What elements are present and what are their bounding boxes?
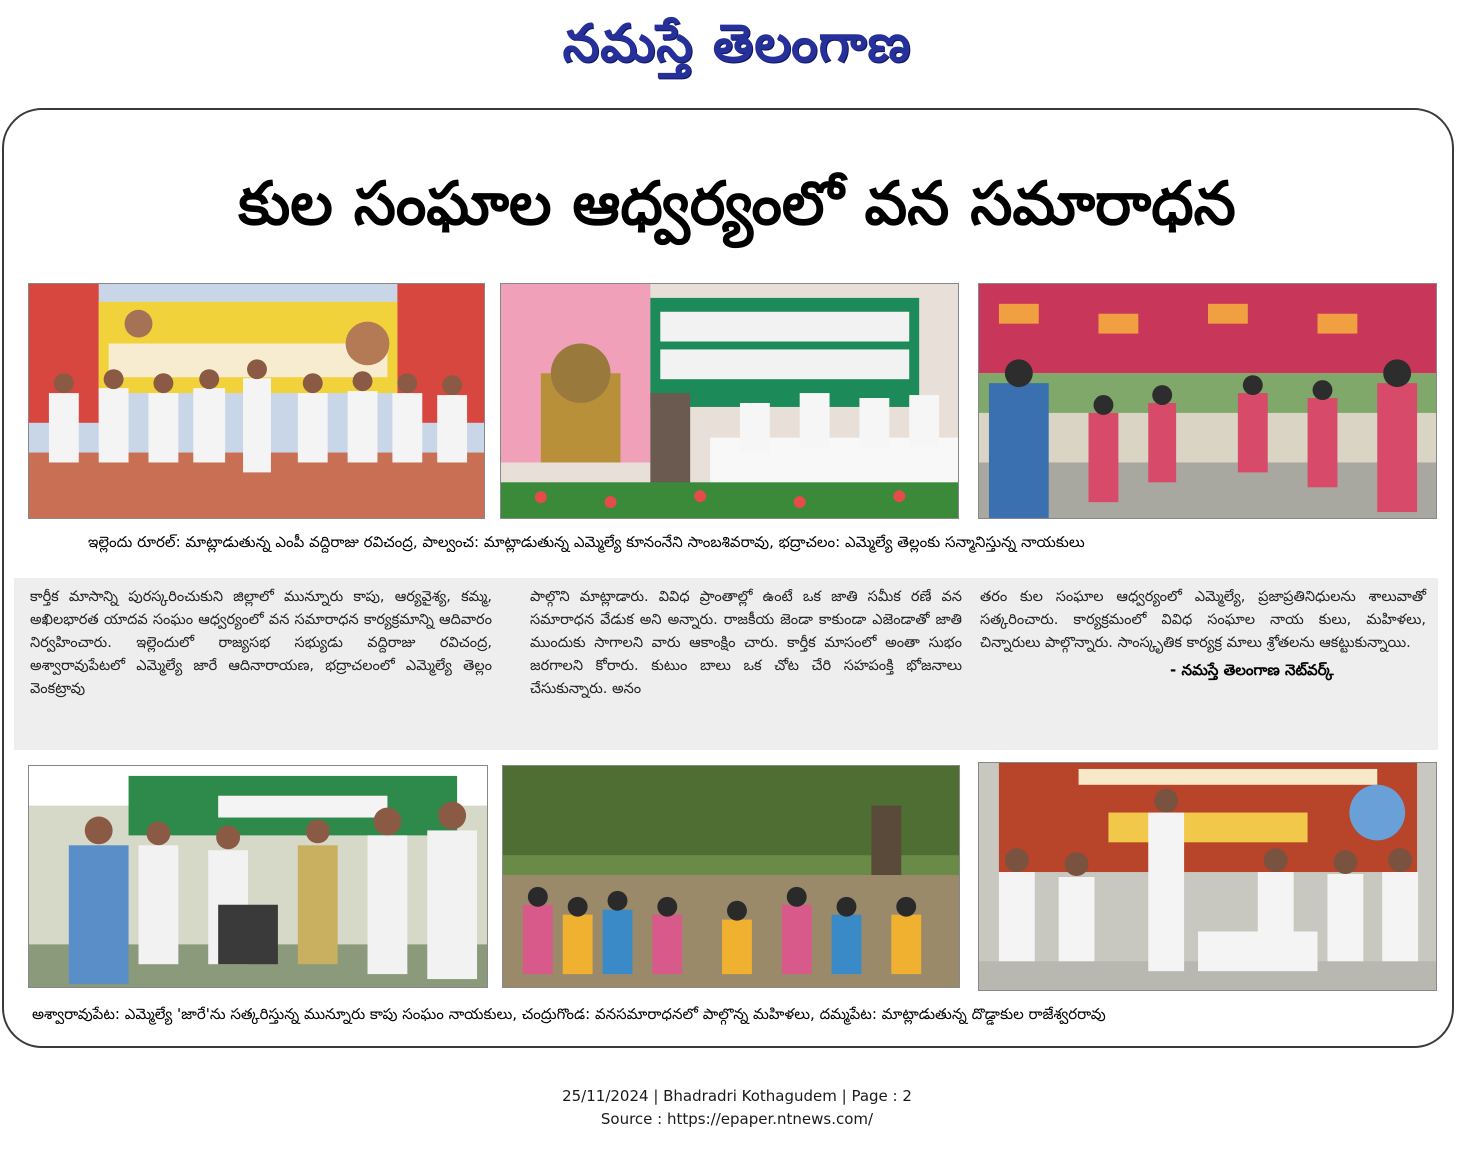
article-byline: - నమస్తే తెలంగాణ నెట్‌వర్క్ bbox=[1170, 661, 1334, 679]
photo-ashwaraopeta-felicitation bbox=[28, 765, 488, 988]
photo-ellandu-stage bbox=[28, 283, 485, 519]
newspaper-masthead: నమస్తే తెలంగాణ bbox=[562, 13, 912, 74]
article-column-2: పాల్గొని మాట్లాడారు. వివిధ ప్రాంతాల్లో ఉంటే ఒక జాతి సమీక రణే వన సమారాధన వేడుక అని అన్నారు. రాజకీయ జెండా కాకుండా ఎజెండాతో జాతి ముందుకు సాగాలని వారు ఆకాంక్షిం చారు. కార్తీక మాసంలో అంతా సుభం జరగాలని కోరారు. కుటుం బాలు ఒక చోట చేరి సహపంక్తి భోజనాలు చేసుకున్నారు. అనం bbox=[530, 589, 962, 697]
article-headline: కుల సంఘాల ఆధ్వర్యంలో వన సమారాధన bbox=[238, 169, 1236, 239]
article-column-3: తరం కుల సంఘాల ఆధ్వర్యంలో ఎమ్మెల్యే, ప్రజాప్రతినిధులను శాలువాతో సత్కరించారు. కార్యక్రమంలో వివిధ సంఘాల నాయ కులు, మహిళలు, చిన్నారులు పాల్గొన్నారు. సాంస్కృతిక కార్యక్ర మాలు శ్రోతలను ఆకట్టుకున్నాయి. - నమస్తే తెలంగాణ నెట్‌వర్క్ bbox=[980, 586, 1426, 682]
photo-bhadrachalam-tent bbox=[978, 283, 1437, 519]
photo-palvancha-podium bbox=[500, 283, 959, 519]
photo-dammapeta-stage bbox=[978, 762, 1437, 991]
footer-date-edition-page: 25/11/2024 | Bhadradri Kothagudem | Page : 2 bbox=[562, 1087, 912, 1105]
article-body bbox=[14, 578, 1438, 750]
article-column-1: కార్తీక మాసాన్ని పురస్కరించుకుని జిల్లాలో మున్నూరు కాపు, ఆర్యవైశ్య, కమ్మ, అఖిలభారత యాదవ సంఘం ఆధ్వర్యంలో వన సమారాధన కార్యక్రమాన్ని ఆదివారం నిర్వహించారు. ఇల్లెందులో రాజ్యసభ సభ్యుడు వద్దిరాజు రవిచంద్ర, అశ్వారావుపేటలో ఎమ్మెల్యే జారే ఆదినారాయణ, భద్రాచలంలో ఎమ్మెల్యే తెల్లం వెంకట్రావు bbox=[30, 589, 492, 697]
photo-chandrugonda-women bbox=[502, 765, 960, 988]
footer-source: Source : https://epaper.ntnews.com/ bbox=[600, 1110, 874, 1128]
caption-top-photos: ఇల్లెందు రూరల్: మాట్లాడుతున్న ఎంపీ వద్దిరాజు రవిచంద్ర, పాల్వంచ: మాట్లాడుతున్న ఎమ్మెల్యే కూనంనేని సాంబశివరావు, భద్రాచలం: ఎమ్మెల్యే తెల్లంకు సన్మానిస్తున్న నాయకులు bbox=[88, 533, 1085, 551]
caption-bottom-photos: అశ్వారావుపేట: ఎమ్మెల్యే 'జారే'ను సత్కరిస్తున్న మున్నూరు కాపు సంఘం నాయకులు, చంద్రుగొండ: వనసమారాధనలో పాల్గొన్న మహిళలు, దమ్మపేట: మాట్లాడుతున్న దొడ్డాకుల రాజేశ్వరరావు bbox=[32, 1005, 1106, 1023]
